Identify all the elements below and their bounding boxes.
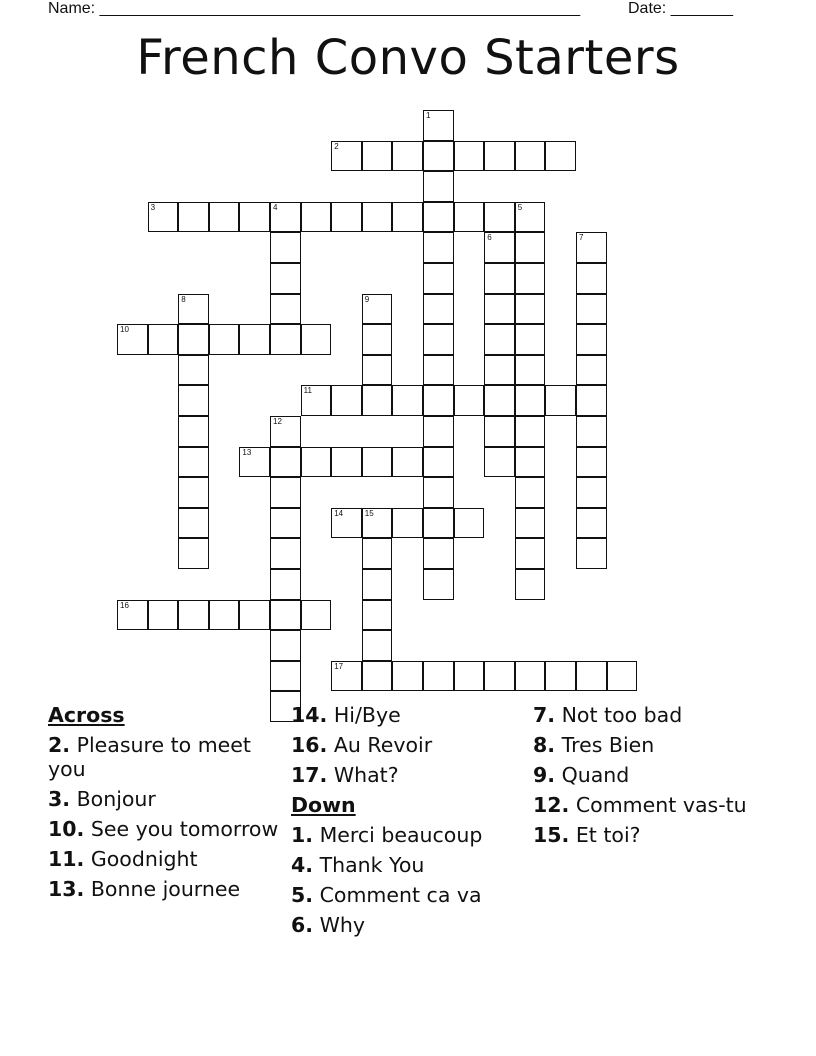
grid-cell[interactable] <box>484 202 515 233</box>
clue-number: 1. <box>291 823 314 847</box>
clue-number: 16. <box>291 733 328 757</box>
grid-cell[interactable] <box>576 477 607 508</box>
clue-text: Why <box>319 913 365 937</box>
clue-number-label: 5 <box>517 202 523 212</box>
grid-cell[interactable] <box>362 508 393 539</box>
clue-number: 14. <box>291 703 328 727</box>
grid-cell[interactable] <box>270 416 301 447</box>
grid-cell[interactable] <box>270 538 301 569</box>
clue-across-11 <box>48 847 283 871</box>
clue-text: Comment vas-tu <box>575 793 747 817</box>
clue-number: 4. <box>291 853 314 877</box>
grid-cell[interactable] <box>423 661 454 692</box>
grid-cell[interactable] <box>576 661 607 692</box>
grid-cell[interactable] <box>178 202 209 233</box>
grid-cell[interactable] <box>209 600 240 631</box>
grid-cell[interactable] <box>270 263 301 294</box>
grid-cell[interactable] <box>362 569 393 600</box>
grid-cell[interactable] <box>576 416 607 447</box>
grid-cell[interactable] <box>331 508 362 539</box>
grid-cell[interactable] <box>454 508 485 539</box>
clue-text: Bonne journee <box>90 877 241 901</box>
name-field[interactable]: Name: ______________________________________________________ <box>48 0 581 17</box>
grid-cell[interactable] <box>270 600 301 631</box>
clue-down-7 <box>533 703 773 727</box>
grid-cell[interactable] <box>484 294 515 325</box>
clue-across-3 <box>48 787 283 811</box>
clue-down-15 <box>533 823 773 847</box>
clue-number-label: 4 <box>273 202 278 212</box>
clue-number: 10. <box>48 817 85 841</box>
grid-cell[interactable] <box>270 630 301 661</box>
grid-cell[interactable] <box>576 447 607 478</box>
clue-down-5 <box>291 883 526 907</box>
grid-cell[interactable] <box>362 630 393 661</box>
grid-cell[interactable] <box>148 202 179 233</box>
grid-cell[interactable] <box>362 324 393 355</box>
grid-cell[interactable] <box>239 600 270 631</box>
clue-number-label: 12 <box>273 417 282 426</box>
grid-cell[interactable] <box>362 538 393 569</box>
grid-cell[interactable] <box>270 232 301 263</box>
grid-cell[interactable] <box>331 202 362 233</box>
clue-number: 9. <box>533 763 556 787</box>
clue-number-label: 17 <box>334 661 344 671</box>
clue-number: 3. <box>48 787 71 811</box>
grid-cell[interactable] <box>484 661 515 692</box>
clue-number: 7. <box>533 703 556 727</box>
grid-cell[interactable] <box>178 538 209 569</box>
grid-cell[interactable] <box>362 385 393 416</box>
grid-cell[interactable] <box>117 324 148 355</box>
clue-across-17 <box>291 763 526 787</box>
clue-across-2 <box>48 733 283 781</box>
grid-cell[interactable] <box>454 661 485 692</box>
clue-number-label: 8 <box>181 294 186 304</box>
clue-number: 8. <box>533 733 556 757</box>
clue-text: Au Revoir <box>333 733 433 757</box>
clue-column-3 <box>533 703 773 853</box>
grid-cell[interactable] <box>178 508 209 539</box>
grid-cell[interactable] <box>515 355 546 386</box>
clue-number-label: 3 <box>150 202 156 212</box>
clue-number: 15. <box>533 823 570 847</box>
clue-across-13 <box>48 877 283 901</box>
grid-cell[interactable] <box>576 232 607 263</box>
clue-down-8 <box>533 733 773 757</box>
clue-number-label: 9 <box>364 294 370 304</box>
grid-cell[interactable] <box>576 263 607 294</box>
grid-cell[interactable] <box>576 324 607 355</box>
clue-number-label: 7 <box>579 233 584 243</box>
clue-text: Tres Bien <box>561 733 655 757</box>
grid-cell[interactable] <box>484 263 515 294</box>
grid-cell[interactable] <box>423 232 454 263</box>
grid-cell[interactable] <box>178 477 209 508</box>
grid-cell[interactable] <box>545 141 576 172</box>
grid-cell[interactable] <box>362 355 393 386</box>
clue-down-12 <box>533 793 773 817</box>
grid-cell[interactable] <box>423 569 454 600</box>
grid-cell[interactable] <box>423 538 454 569</box>
grid-cell[interactable] <box>545 661 576 692</box>
grid-cell[interactable] <box>362 141 393 172</box>
grid-cell[interactable] <box>270 202 301 233</box>
clue-number-label: 2 <box>334 141 339 151</box>
clue-text: Comment ca va <box>319 883 482 907</box>
grid-cell[interactable] <box>178 600 209 631</box>
grid-cell[interactable] <box>362 447 393 478</box>
grid-cell[interactable] <box>392 661 423 692</box>
grid-cell[interactable] <box>607 661 638 692</box>
clue-text: Not too bad <box>561 703 683 727</box>
clue-number: 12. <box>533 793 570 817</box>
clue-text: See you tomorrow <box>90 817 279 841</box>
grid-cell[interactable] <box>576 294 607 325</box>
grid-cell[interactable] <box>423 385 454 416</box>
grid-cell[interactable] <box>484 447 515 478</box>
clue-text: Pleasure to meet you <box>48 733 251 781</box>
clue-text: Et toi? <box>575 823 641 847</box>
grid-cell[interactable] <box>484 416 515 447</box>
clue-number-label: 16 <box>120 600 129 610</box>
grid-cell[interactable] <box>239 324 270 355</box>
clue-column-2 <box>291 703 526 943</box>
grid-cell[interactable] <box>117 600 148 631</box>
grid-cell[interactable] <box>576 385 607 416</box>
grid-cell[interactable] <box>484 324 515 355</box>
grid-cell[interactable] <box>209 202 240 233</box>
grid-cell[interactable] <box>301 447 332 478</box>
grid-cell[interactable] <box>515 385 546 416</box>
grid-cell[interactable] <box>423 416 454 447</box>
grid-cell[interactable] <box>423 171 454 202</box>
clue-number: 2. <box>48 733 71 757</box>
clue-number-label: 11 <box>303 386 312 396</box>
grid-cell[interactable] <box>270 661 301 692</box>
grid-cell[interactable] <box>148 600 179 631</box>
grid-cell[interactable] <box>362 600 393 631</box>
grid-cell[interactable] <box>178 416 209 447</box>
grid-cell[interactable] <box>515 416 546 447</box>
grid-cell[interactable] <box>423 355 454 386</box>
clue-text: Quand <box>561 763 630 787</box>
grid-cell[interactable] <box>270 447 301 478</box>
grid-cell[interactable] <box>209 324 240 355</box>
grid-cell[interactable] <box>178 447 209 478</box>
grid-cell[interactable] <box>331 385 362 416</box>
grid-cell[interactable] <box>515 477 546 508</box>
clue-down-1 <box>291 823 526 847</box>
clue-number-label: 6 <box>487 233 492 243</box>
clue-number-label: 1 <box>426 111 431 120</box>
grid-cell[interactable] <box>423 324 454 355</box>
grid-cell[interactable] <box>270 477 301 508</box>
clue-number: 13. <box>48 877 85 901</box>
grid-cell[interactable] <box>270 569 301 600</box>
clue-text: Hi/Bye <box>333 703 401 727</box>
grid-cell[interactable] <box>362 294 393 325</box>
grid-cell[interactable] <box>178 294 209 325</box>
grid-cell[interactable] <box>515 232 546 263</box>
page-title: French Convo Starters <box>136 30 680 86</box>
grid-cell[interactable] <box>423 141 454 172</box>
grid-cell[interactable] <box>392 202 423 233</box>
grid-cell[interactable] <box>239 447 270 478</box>
clue-number: 11. <box>48 847 85 871</box>
grid-cell[interactable] <box>423 110 454 141</box>
grid-cell[interactable] <box>515 141 546 172</box>
clue-text: Merci beaucoup <box>319 823 483 847</box>
clue-number-label: 15 <box>364 508 374 518</box>
grid-cell[interactable] <box>515 569 546 600</box>
grid-cell[interactable] <box>239 202 270 233</box>
grid-cell[interactable] <box>515 324 546 355</box>
grid-cell[interactable] <box>331 661 362 692</box>
grid-cell[interactable] <box>484 355 515 386</box>
clue-number: 6. <box>291 913 314 937</box>
clue-text: Goodnight <box>90 847 198 871</box>
down-heading: Down <box>291 793 356 817</box>
grid-cell[interactable] <box>362 661 393 692</box>
grid-cell[interactable] <box>148 324 179 355</box>
grid-cell[interactable] <box>270 508 301 539</box>
date-field[interactable]: Date: _______ <box>628 0 733 17</box>
grid-cell[interactable] <box>515 263 546 294</box>
grid-cell[interactable] <box>515 447 546 478</box>
grid-cell[interactable] <box>515 538 546 569</box>
grid-cell[interactable] <box>423 477 454 508</box>
grid-cell[interactable] <box>423 263 454 294</box>
grid-cell[interactable] <box>392 508 423 539</box>
grid-cell[interactable] <box>515 661 546 692</box>
across-heading: Across <box>48 703 125 727</box>
grid-cell[interactable] <box>576 508 607 539</box>
grid-cell[interactable] <box>423 294 454 325</box>
grid-cell[interactable] <box>484 141 515 172</box>
grid-cell[interactable] <box>270 294 301 325</box>
grid-cell[interactable] <box>301 324 332 355</box>
grid-cell[interactable] <box>454 385 485 416</box>
grid-cell[interactable] <box>392 447 423 478</box>
clue-number: 17. <box>291 763 328 787</box>
grid-cell[interactable] <box>545 385 576 416</box>
grid-cell[interactable] <box>576 538 607 569</box>
grid-cell[interactable] <box>515 202 546 233</box>
clue-down-9 <box>533 763 773 787</box>
clue-text: Bonjour <box>76 787 156 811</box>
grid-cell[interactable] <box>178 324 209 355</box>
grid-cell[interactable] <box>392 141 423 172</box>
grid-cell[interactable] <box>301 600 332 631</box>
grid-cell[interactable] <box>454 141 485 172</box>
clue-down-6 <box>291 913 526 937</box>
clue-across-10 <box>48 817 283 841</box>
grid-cell[interactable] <box>178 385 209 416</box>
grid-cell[interactable] <box>423 508 454 539</box>
grid-cell[interactable] <box>270 324 301 355</box>
clue-across-16 <box>291 733 526 757</box>
grid-cell[interactable] <box>423 202 454 233</box>
clue-number-label: 13 <box>242 447 252 457</box>
clue-text: What? <box>333 763 399 787</box>
clue-column-1 <box>48 703 283 907</box>
grid-cell[interactable] <box>515 508 546 539</box>
grid-cell[interactable] <box>178 355 209 386</box>
grid-cell[interactable] <box>515 294 546 325</box>
clue-down-4 <box>291 853 526 877</box>
clue-across-14 <box>291 703 526 727</box>
grid-cell[interactable] <box>301 202 332 233</box>
grid-cell[interactable] <box>454 202 485 233</box>
grid-cell[interactable] <box>484 385 515 416</box>
grid-cell[interactable] <box>576 355 607 386</box>
clue-number-label: 10 <box>120 325 129 335</box>
grid-cell[interactable] <box>301 385 332 416</box>
grid-cell[interactable] <box>423 447 454 478</box>
grid-cell[interactable] <box>392 385 423 416</box>
clue-number: 5. <box>291 883 314 907</box>
grid-cell[interactable] <box>362 202 393 233</box>
grid-cell[interactable] <box>331 141 362 172</box>
grid-cell[interactable] <box>331 447 362 478</box>
clue-text: Thank You <box>319 853 425 877</box>
clue-number-label: 14 <box>334 508 344 518</box>
grid-cell[interactable] <box>484 232 515 263</box>
